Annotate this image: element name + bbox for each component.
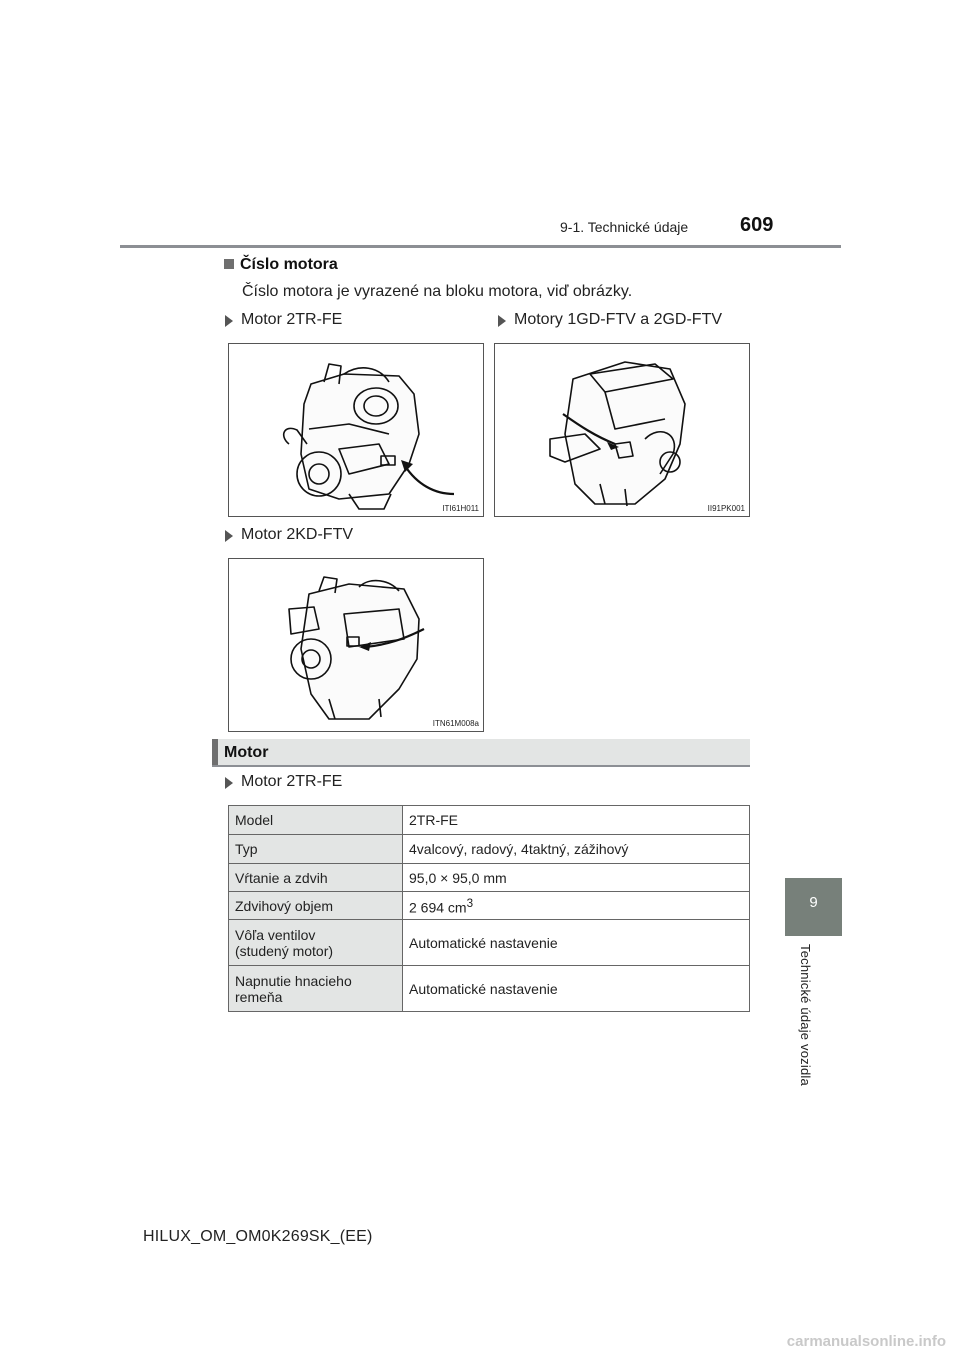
engine-figure-2tr [228, 343, 484, 517]
motor-heading-bar [212, 739, 750, 766]
square-bullet-icon [224, 259, 234, 269]
triangle-bullet-icon [498, 315, 506, 327]
spec-value [403, 892, 750, 920]
engine-figure-gd [494, 343, 750, 517]
spec-key-line: remeňa [235, 988, 283, 1005]
engine-number-text: Číslo motora je vyrazené na bloku motora, viď obrázky. [242, 283, 633, 300]
figure-caption-2tr: Motor 2TR-FE [241, 311, 343, 328]
spec-value: Automatické nastavenie [403, 920, 750, 966]
figure-code: ITI61H011 [442, 504, 479, 513]
engine-spec-table [228, 805, 750, 1012]
chapter-number: 9 [809, 894, 818, 911]
spec-key-line: Vôľa ventilov [235, 926, 316, 943]
table-row [229, 835, 750, 864]
section-title: 9-1. Technické údaje [560, 219, 689, 235]
table-row [229, 806, 750, 835]
figure-code: ITN61M008a [432, 719, 479, 728]
spec-key: Vŕtanie a zdvih [229, 864, 403, 892]
triangle-bullet-icon [225, 315, 233, 327]
motor-heading-rule [212, 765, 750, 767]
spec-value: 95,0 × 95,0 mm [403, 864, 750, 892]
spec-key [229, 966, 403, 1012]
table-row [229, 966, 750, 1012]
figure-caption-2kd: Motor 2KD-FTV [241, 526, 354, 543]
motor-heading-accent [212, 739, 218, 766]
table-row [229, 892, 750, 920]
chapter-label: Technické údaje vozidla [798, 944, 813, 1086]
document-code: HILUX_OM_OM0K269SK_(EE) [143, 1228, 373, 1245]
triangle-bullet-icon [225, 777, 233, 789]
table-row [229, 864, 750, 892]
table-row [229, 920, 750, 966]
engine-number-heading: Číslo motora [240, 256, 338, 273]
header-rule [120, 245, 841, 248]
figure-code: II91PK001 [707, 504, 745, 513]
spec-value: 2TR-FE [403, 806, 750, 835]
engine-gd-illustration [495, 344, 751, 518]
spec-value: Automatické nastavenie [403, 966, 750, 1012]
page-number: 609 [740, 214, 774, 236]
motor-heading: Motor [224, 744, 269, 761]
engine-2tr-illustration [229, 344, 485, 518]
watermark: carmanualsonline.info [786, 1333, 946, 1350]
engine-figure-2kd [228, 558, 484, 732]
triangle-bullet-icon [225, 530, 233, 542]
spec-key: Typ [229, 835, 403, 864]
engine-2kd-illustration [229, 559, 485, 733]
spec-value: 4valcový, radový, 4taktný, zážihový [403, 835, 750, 864]
spec-key: Model [229, 806, 403, 835]
displacement-value: 2 694 cm [409, 899, 467, 916]
chapter-tab [785, 878, 842, 936]
motor-sub-caption: Motor 2TR-FE [241, 773, 343, 790]
spec-key-line: Napnutie hnacieho [235, 972, 352, 989]
figure-caption-gd: Motory 1GD-FTV a 2GD-FTV [514, 311, 723, 328]
spec-key [229, 920, 403, 966]
spec-key-line: (studený motor) [235, 942, 334, 959]
displacement-unit-exponent: 3 [466, 896, 474, 910]
spec-key: Zdvihový objem [229, 892, 403, 920]
